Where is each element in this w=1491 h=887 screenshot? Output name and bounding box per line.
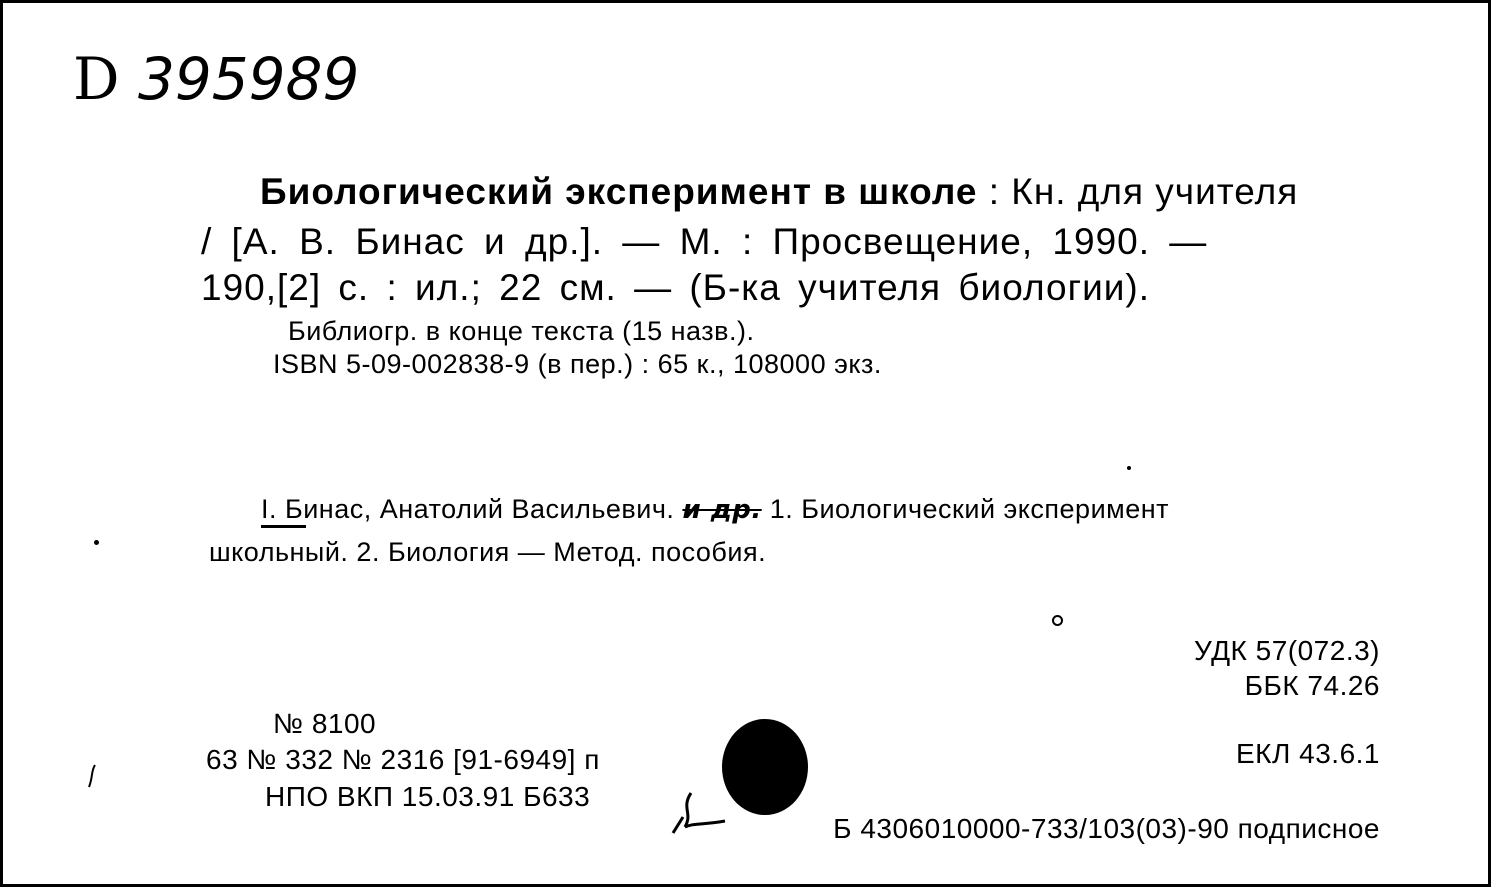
entry-line-2: / [А. В. Бинас и др.]. — М. : Просвещение, 1990. — bbox=[201, 221, 1208, 262]
print-number: № 8100 bbox=[273, 708, 377, 739]
footer-line: Б 4306010000-733/103(03)-90 подписное bbox=[833, 813, 1380, 844]
isbn-line: ISBN 5-09-002838-9 (в пер.) : 65 к., 108000 экз. bbox=[273, 349, 882, 379]
entry-line-3: 190,[2] с. : ил.; 22 см. — (Б-ка учителя биологии). bbox=[201, 267, 1151, 308]
title-subtitle: : Кн. для учителя bbox=[977, 171, 1299, 212]
tracing-author: I. Бинас, Анатолий Васильевич. bbox=[261, 494, 675, 524]
margin-tick-icon bbox=[85, 763, 99, 791]
book-title: Биологический эксперимент в школе bbox=[260, 171, 978, 212]
punch-hole bbox=[722, 719, 808, 815]
entry-line-1 bbox=[260, 171, 1298, 213]
ekl-code: ЕКЛ 43.6.1 bbox=[1236, 738, 1380, 769]
left-speck bbox=[94, 540, 99, 545]
bbk-code: ББК 74.26 bbox=[1244, 670, 1380, 701]
tracing-subject-1: 1. Биологический эксперимент bbox=[769, 494, 1170, 524]
small-circle-mark bbox=[1052, 615, 1063, 626]
tracings-line-2: школьный. 2. Биология — Метод. пособия. bbox=[209, 537, 767, 567]
accession-digits: 395989 bbox=[137, 45, 360, 113]
handwritten-underline bbox=[261, 525, 306, 528]
tracings-line-1 bbox=[261, 494, 1169, 525]
accession-number bbox=[73, 45, 359, 113]
print-info-line-2: 63 № 332 № 2316 [91-6949] п bbox=[206, 744, 600, 775]
accession-letter: D bbox=[73, 45, 120, 113]
udk-code: УДК 57(072.3) bbox=[1194, 635, 1380, 666]
bibliography-note: Библиогр. в конце текста (15 назв.). bbox=[288, 316, 755, 346]
print-info-line-3: НПО ВКП 15.03.91 Б633 bbox=[265, 781, 591, 812]
speck-mark bbox=[1127, 466, 1131, 470]
handwritten-squiggle-icon bbox=[663, 783, 733, 843]
handwritten-annotation: и др. bbox=[682, 495, 762, 525]
